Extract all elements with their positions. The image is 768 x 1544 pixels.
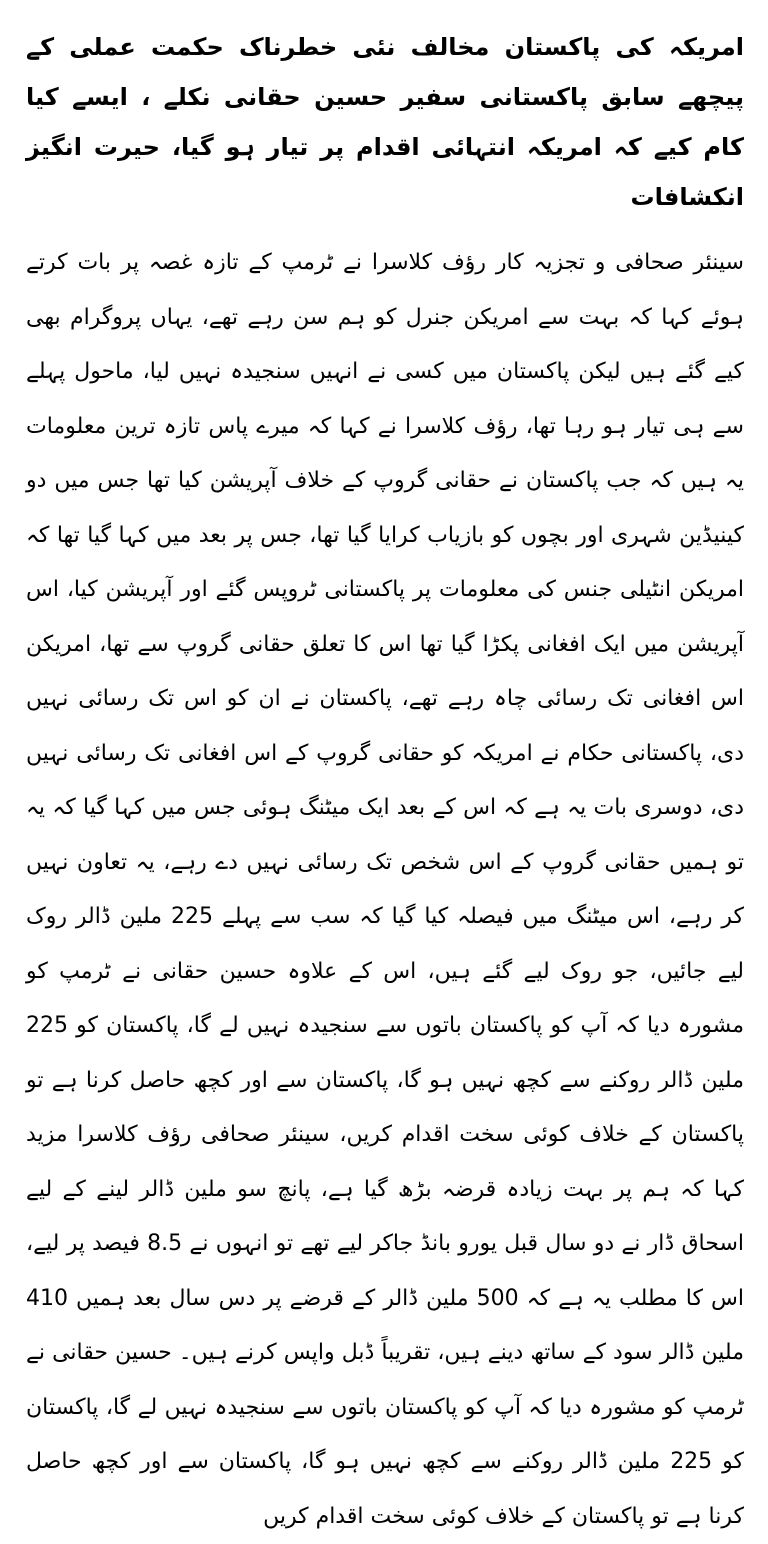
article-body: سینئر صحافی و تجزیہ کار رؤف کلاسرا نے ٹرمپ کے تازہ غصہ پر بات کرتے ہوئے کہا کہ بہت سے امریکن جنرل کو ہم سن رہے تھے، یہاں پروگرام بھی کیے گئے ہیں لیکن پاکستان میں کسی نے انہیں سنجیدہ نہیں لیا، ماحول پہلے سے ہی تیار ہو رہا تھا، رؤف کلاسرا نے کہا کہ میرے پاس تازہ ترین معلومات یہ ہیں کہ جب پاکستان نے حقانی گروپ کے خلاف آپریشن کیا تھا جس میں دو کینیڈین شہری اور بچوں کو بازیاب کرایا گیا تھا، جس پر بعد میں کہا گیا تھا کہ امریکن انٹیلی جنس کی معلومات پر پاکستانی ٹروپس گئے اور آپریشن کیا، اس آپریشن میں ایک افغانی پکڑا گیا تھا اس کا تعلق حقانی گروپ سے تھا، امریکن اس افغانی تک رسائی چاہ رہے تھے، پاکستان نے ان کو اس تک رسائی نہیں دی، پاکستانی حکام نے امریکہ کو حقانی گروپ کے اس افغانی تک رسائی نہیں دی، دوسری بات یہ ہے کہ اس کے بعد ایک میٹنگ ہوئی جس میں کہا گیا کہ یہ تو ہمیں حقانی گروپ کے اس شخص تک رسائی نہیں دے رہے، یہ تعاون نہیں کر رہے، اس میٹنگ میں فیصلہ کیا گیا کہ سب سے پہلے 225 ملین ڈالر روک لیے جائیں، جو روک لیے گئے ہیں، اس کے علاوہ حسین حقانی نے ٹرمپ کو مشورہ دیا کہ آپ کو پاکستان باتوں سے سنجیدہ نہیں لے گا، پاکستان کو 225 ملین ڈالر روکنے سے کچھ نہیں ہو گا، پاکستان سے اور کچھ حاصل کرنا ہے تو پاکستان کے خلاف کوئی سخت اقدام کریں، سینئر صحافی رؤف کلاسرا مزید کہا کہ ہم پر بہت زیادہ قرضہ بڑھ گیا ہے، پانچ سو ملین ڈالر لینے کے لیے اسحاق ڈار نے دو سال قبل یورو بانڈ جاکر لیے تھے تو انہوں نے 8.5 فیصد پر لیے، اس کا مطلب یہ ہے کہ 500 ملین ڈالر کے قرضے پر دس سال بعد ہمیں 410 ملین ڈالر سود کے ساتھ دینے ہیں، تقریباً ڈبل واپس کرنے ہیں۔ حسین حقانی نے ٹرمپ کو مشورہ دیا کہ آپ کو پاکستان باتوں سے سنجیدہ نہیں لے گا، پاکستان کو 225 ملین ڈالر روکنے سے کچھ نہیں ہو گا، پاکستان سے اور کچھ حاصل کرنا ہے تو پاکستان کے خلاف کوئی سخت اقدام کریں [26, 250, 745, 1529]
article-headline: امریکہ کی پاکستان مخالف نئی خطرناک حکمت عملی کے پیچھے سابق پاکستانی سفیر حسین حقانی نکلے ، ایسے کیا کام کیے کہ امریکہ انتہائی اقدام پر تیار ہو گیا، حیرت انگیز انکشافات [26, 33, 744, 211]
